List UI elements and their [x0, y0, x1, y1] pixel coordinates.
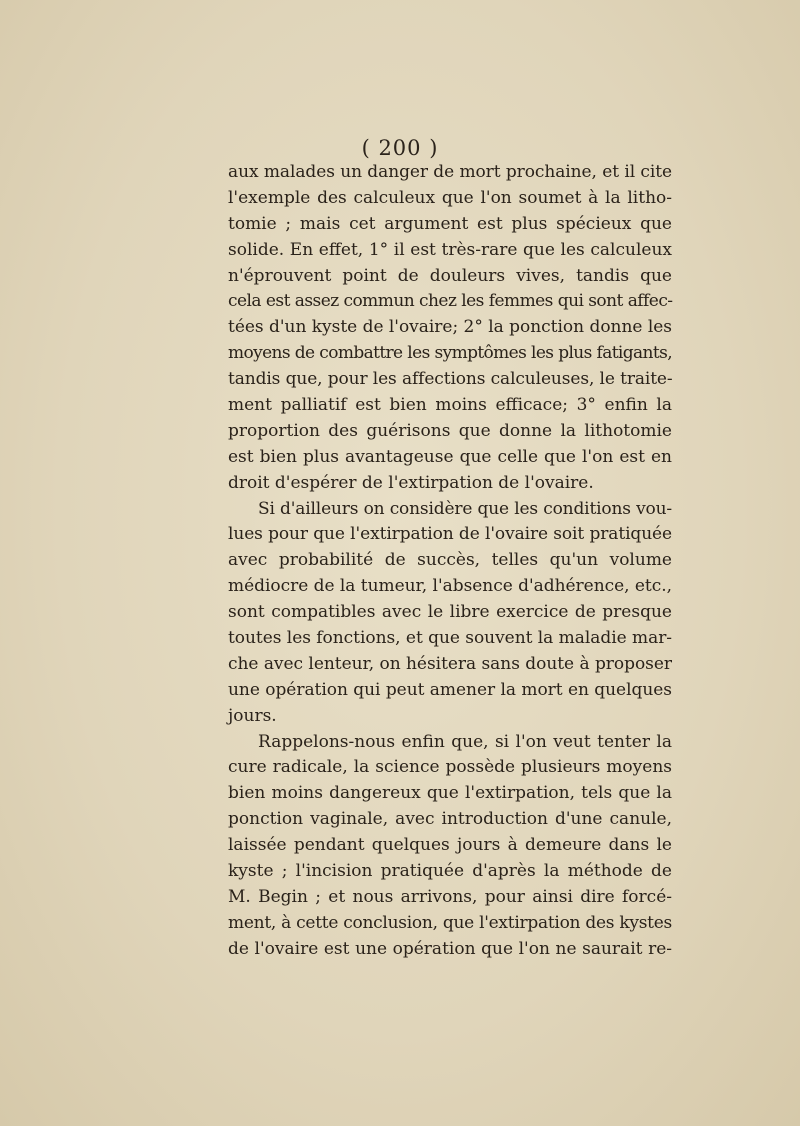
text-line: proportion des guérisons que donne la lithotomie: [228, 420, 672, 441]
text-line: Rappelons-nous enfin que, si l'on veut tenter la: [258, 731, 672, 752]
text-line: tées d'un kyste de l'ovaire; 2° la ponction donne les: [228, 317, 672, 338]
text-line: laissée pendant quelques jours à demeure dans le: [228, 835, 672, 856]
paragraph-3: [228, 730, 672, 963]
text-line: tomie ; mais cet argument est plus spécieux que: [228, 213, 672, 234]
text-line: bien moins dangereux que l'extirpation, tels que la: [228, 783, 672, 804]
text-line: toutes les fonctions, et que souvent la maladie mar-: [228, 628, 672, 649]
page-number: ( 200 ): [361, 136, 439, 160]
text-line: lues pour que l'extirpation de l'ovaire soit pratiquée: [228, 524, 672, 545]
text-line: che avec lenteur, on hésitera sans doute à proposer: [228, 653, 672, 674]
text-line: cure radicale, la science possède plusieurs moyens: [228, 757, 672, 778]
body-text: [228, 160, 672, 963]
paragraph-1: [228, 160, 672, 497]
text-line: ment, à cette conclusion, que l'extirpation des kystes: [228, 912, 672, 933]
text-line: de l'ovaire est une opération que l'on ne saurait re-: [228, 938, 672, 959]
text-line: droit d'espérer de l'extirpation de l'ovaire.: [228, 472, 594, 493]
text-line: cela est assez commun chez les femmes qui sont affec-: [228, 291, 673, 312]
text-line: avec probabilité de succès, telles qu'un volume: [228, 550, 672, 571]
text-line: solide. En effet, 1° il est très-rare que les calculeux: [228, 239, 672, 260]
text-line: tandis que, pour les affections calculeuses, le traite-: [228, 369, 673, 390]
text-line: est bien plus avantageuse que celle que l'on est en: [228, 446, 672, 467]
text-line: aux malades un danger de mort prochaine, et il cite: [228, 162, 672, 182]
text-line: ment palliatif est bien moins efficace; 3° enfin la: [228, 395, 672, 416]
paragraph-2: [228, 497, 672, 730]
text-line: moyens de combattre les symptômes les plus fatigants,: [228, 343, 672, 364]
text-line: sont compatibles avec le libre exercice de presque: [228, 602, 672, 623]
text-line: médiocre de la tumeur, l'absence d'adhérence, etc.,: [228, 576, 672, 597]
text-line: Si d'ailleurs on considère que les conditions vou-: [258, 498, 672, 519]
text-line: l'exemple des calculeux que l'on soumet à la litho-: [228, 187, 672, 208]
text-line: M. Begin ; et nous arrivons, pour ainsi dire forcé-: [228, 886, 672, 907]
text-line: ponction vaginale, avec introduction d'une canule,: [228, 809, 672, 830]
text-line: jours.: [228, 705, 277, 726]
text-line: kyste ; l'incision pratiquée d'après la méthode de: [228, 861, 672, 882]
text-line: une opération qui peut amener la mort en quelques: [228, 679, 672, 700]
text-line: n'éprouvent point de douleurs vives, tandis que: [228, 265, 672, 286]
